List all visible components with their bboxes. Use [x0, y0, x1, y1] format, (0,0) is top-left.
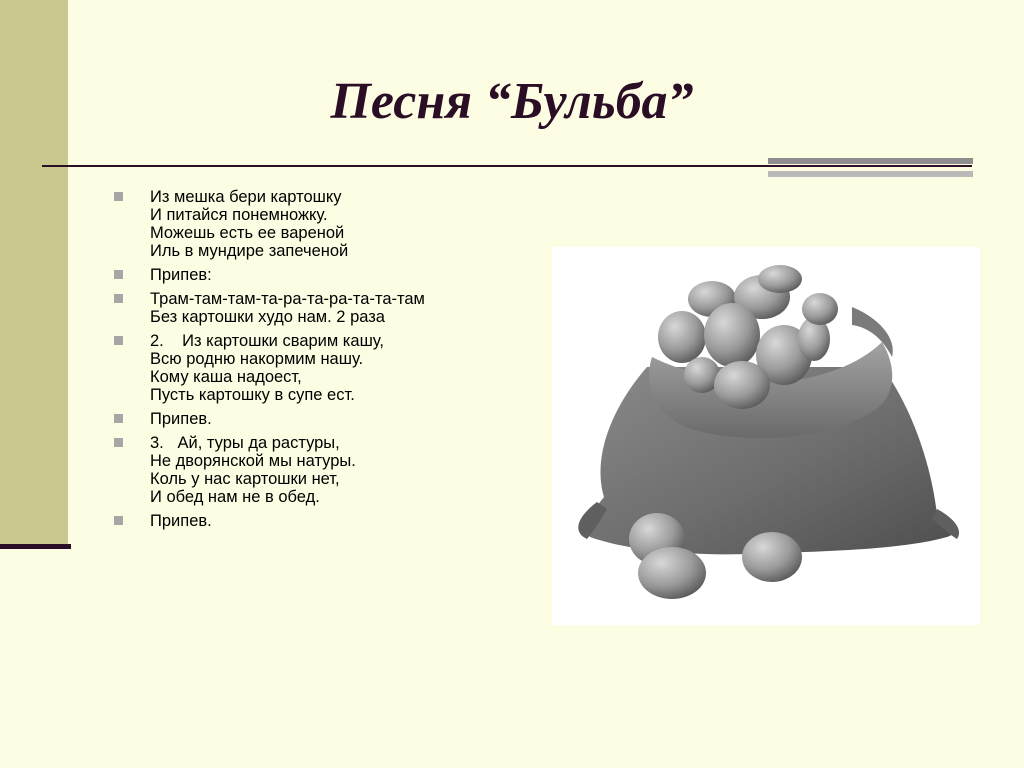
- square-bullet-icon: [114, 516, 123, 525]
- square-bullet-icon: [114, 414, 123, 423]
- potato-sack-illustration: [552, 247, 980, 625]
- square-bullet-icon: [114, 336, 123, 345]
- lyric-line: Всю родню накормим нашу.: [150, 350, 364, 368]
- lyric-line: Можешь есть ее вареной: [150, 224, 345, 242]
- lyric-line: 3. Ай, туры да растуры,: [150, 434, 340, 452]
- lyric-line: И обед нам не в обед.: [150, 488, 320, 506]
- list-item: [112, 290, 532, 326]
- list-item: [112, 512, 532, 530]
- list-item: [112, 188, 532, 260]
- list-item: [112, 434, 532, 506]
- divider-accent: [768, 158, 973, 178]
- sack-rim-back: [852, 307, 893, 357]
- divider-accent-bar-light: [768, 171, 973, 177]
- lyric-line: Коль у нас картошки нет,: [150, 470, 340, 488]
- square-bullet-icon: [114, 270, 123, 279]
- potato-sack-image: [552, 247, 980, 625]
- sidebar-underline: [0, 544, 71, 549]
- lyric-line: Без картошки худо нам. 2 раза: [150, 308, 385, 326]
- lyric-line: Трам-там-там-та-ра-та-ра-та-та-там: [150, 290, 425, 308]
- potato-in-sack: [704, 303, 760, 367]
- lyric-line: Припев.: [150, 410, 212, 428]
- divider-accent-bar-dark: [768, 158, 973, 164]
- potato-in-sack: [802, 293, 838, 325]
- lyric-line: Не дворянской мы натуры.: [150, 452, 356, 470]
- lyric-line: Кому каша надоест,: [150, 368, 302, 386]
- lyric-line: Припев:: [150, 266, 212, 284]
- potato-in-sack: [658, 311, 706, 363]
- lyric-line: Иль в мундире запеченой: [150, 242, 349, 260]
- list-item: [112, 410, 532, 428]
- potato-in-sack: [758, 265, 802, 293]
- square-bullet-icon: [114, 294, 123, 303]
- lyric-line: 2. Из картошки сварим кашу,: [150, 332, 384, 350]
- list-item: [112, 266, 532, 284]
- potato-in-sack: [714, 361, 770, 409]
- lyric-line: Из мешка бери картошку: [150, 188, 342, 206]
- square-bullet-icon: [114, 438, 123, 447]
- slide-title: Песня “Бульба”: [330, 73, 694, 130]
- potato-on-floor: [742, 532, 802, 582]
- lyric-line: Пусть картошку в супе ест.: [150, 386, 355, 404]
- square-bullet-icon: [114, 192, 123, 201]
- lyric-line: Припев.: [150, 512, 212, 530]
- lyrics-list: [112, 188, 532, 536]
- lyric-line: И питайся понемножку.: [150, 206, 328, 224]
- potato-on-floor: [638, 547, 706, 599]
- list-item: [112, 332, 532, 404]
